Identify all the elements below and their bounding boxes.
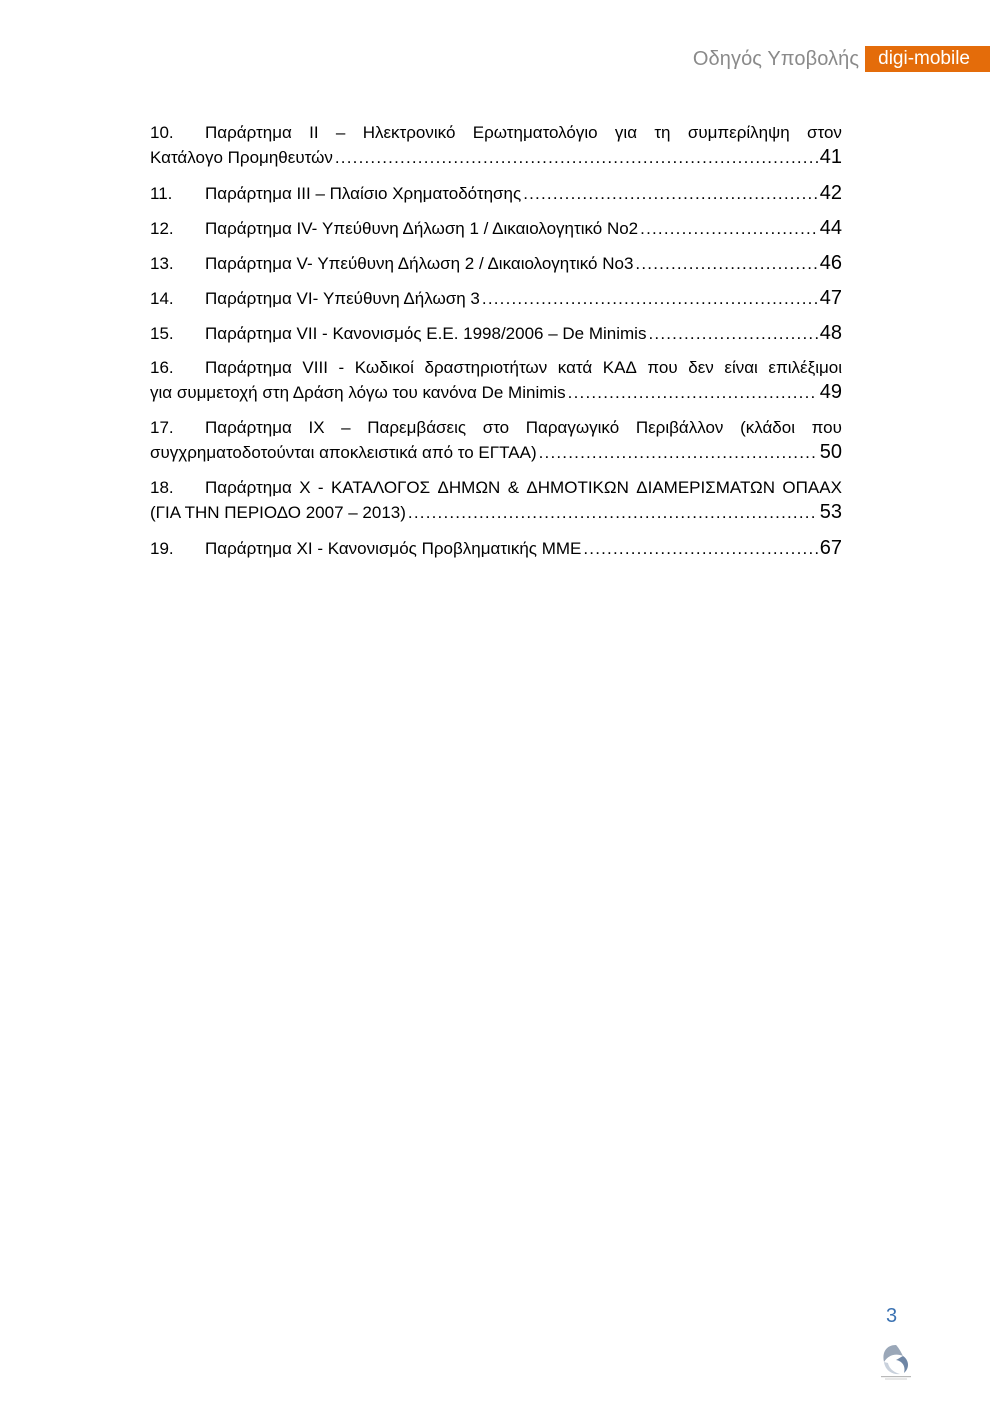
dot-leader [648, 322, 817, 346]
toc-entry-word: Παράρτημα [205, 123, 292, 142]
toc-entry-word: & [507, 478, 520, 497]
toc-entry-word: για [614, 123, 638, 142]
toc-entry[interactable] [150, 536, 842, 560]
toc-entry-word: στον [807, 123, 842, 142]
toc-entry[interactable] [150, 251, 842, 275]
toc-entry-word: είναι [724, 358, 758, 377]
toc-entry-title-line1 [205, 356, 842, 380]
toc-entry-page: 48 [819, 322, 842, 344]
toc-entry-word: VIII [302, 358, 328, 377]
toc-entry-word: ΚΑΤΑΛΟΓΟΣ [330, 478, 431, 497]
toc-entry-number: 15. [150, 324, 174, 343]
toc-entry[interactable] [150, 356, 842, 405]
toc-entry[interactable] [150, 321, 842, 345]
toc-entry-word: κατά [557, 358, 593, 377]
toc-entry-word: ΔΗΜΩΝ [437, 478, 501, 497]
toc-entry-word: Παράρτημα [205, 478, 292, 497]
toc-entry-number: 14. [150, 289, 174, 308]
toc-entry-word: που [811, 418, 842, 437]
toc-entry-title-line2: για συμμετοχή στη Δράση λόγω του κανόνα De Minimis [150, 383, 566, 402]
toc-entry-word: - [338, 358, 345, 377]
toc-entry-page: 50 [819, 441, 842, 463]
toc-entry-word: ΔΙΑΜΕΡΙΣΜΑΤΩΝ [636, 478, 776, 497]
toc-entry-word: Περιβάλλον [635, 418, 724, 437]
header-badge: digi-mobile [865, 46, 990, 72]
toc-entry-page: 49 [819, 381, 842, 403]
toc-entry-title-line2: (ΓΙΑ ΤΗΝ ΠΕΡΙΟΔΟ 2007 – 2013) [150, 503, 406, 522]
toc-entry-word: δραστηριοτήτων [424, 358, 548, 377]
toc-entry-title: Παράρτημα IV- Υπεύθυνη Δήλωση 1 / Δικαιολογητικό Νο2 [205, 219, 639, 238]
toc-entry-word: δεν [688, 358, 714, 377]
toc-entry-number: 13. [150, 254, 174, 273]
toc-entry-title-line1 [205, 121, 842, 145]
dot-leader [568, 381, 818, 405]
toc-entry-word: ΙΙ [309, 123, 319, 142]
toc-entry-page: 41 [819, 146, 842, 168]
toc-entry[interactable] [150, 286, 842, 310]
toc-entry[interactable] [150, 181, 842, 205]
toc-entry-word: συμπερίληψη [687, 123, 790, 142]
toc-entry-word: Κωδικοί [354, 358, 414, 377]
toc-entry-number: 19. [150, 539, 174, 558]
toc-entry-number: 10. [150, 123, 174, 142]
toc-entry-title-line2: συγχρηματοδοτούνται αποκλειστικά από το ΕΓΤΑΑ) [150, 443, 537, 462]
toc-entry-word: Ηλεκτρονικό [362, 123, 456, 142]
toc-entry-number: 18. [150, 478, 174, 497]
toc-entry-page: 47 [819, 287, 842, 309]
toc-entry-page: 53 [819, 501, 842, 523]
toc-entry-title: Παράρτημα V- Υπεύθυνη Δήλωση 2 / Δικαιολογητικό Νο3 [205, 254, 634, 273]
toc-entry-word: IX [308, 418, 325, 437]
toc-entry-title: Παράρτημα VII - Κανονισμός Ε.Ε. 1998/2006 – De Minimis [205, 324, 647, 343]
toc-entry-word: (κλάδοι [740, 418, 796, 437]
header-title: Οδηγός Υποβολής [692, 47, 860, 70]
page-number: 3 [886, 1305, 898, 1327]
toc-entry-page: 46 [819, 252, 842, 274]
toc-entry-number: 16. [150, 358, 174, 377]
toc-entry-word: ΚΑΔ [602, 358, 637, 377]
page-header [693, 46, 990, 72]
toc-entry-word: στο [482, 418, 510, 437]
toc-entry-title: Παράρτημα VI- Υπεύθυνη Δήλωση 3 [205, 289, 480, 308]
toc-entry-word: – [335, 123, 346, 142]
toc-entry-title-line1 [205, 416, 842, 440]
dot-leader [335, 146, 818, 170]
toc-entry-word: – [341, 418, 351, 437]
toc-entry-word: Παρεμβάσεις [367, 418, 467, 437]
toc-entry-word: ΔΗΜΟΤΙΚΩΝ [526, 478, 629, 497]
toc-entry-word: που [647, 358, 678, 377]
dot-leader [640, 217, 818, 241]
toc-entry-number: 17. [150, 418, 174, 437]
toc-entry-number: 12. [150, 219, 174, 238]
toc-entry-title-line2: Κατάλογο Προμηθευτών [150, 148, 333, 167]
emblem-logo-icon [876, 1342, 916, 1382]
toc-entry-word: τη [654, 123, 671, 142]
toc-entry-page: 42 [819, 182, 842, 204]
dot-leader [482, 287, 818, 311]
toc-entry[interactable] [150, 476, 842, 525]
dot-leader [539, 441, 818, 465]
dot-leader [523, 182, 818, 206]
toc-entry-word: Παράρτημα [205, 358, 292, 377]
toc-entry-word: - [317, 478, 324, 497]
toc-entry-word: X [299, 478, 311, 497]
toc-entry-title-line1 [205, 476, 842, 500]
toc-entry-word: Παράρτημα [205, 418, 292, 437]
toc-entry-word: Ερωτηματολόγιο [472, 123, 598, 142]
toc-entry-title: Παράρτημα ΙΙΙ – Πλαίσιο Χρηματοδότησης [205, 184, 522, 203]
dot-leader [583, 537, 817, 561]
toc-entry-page: 67 [819, 537, 842, 559]
toc-entry-page: 44 [819, 217, 842, 239]
toc-entry-word: Παραγωγικό [525, 418, 620, 437]
toc-entry-title: Παράρτημα XI - Κανονισμός Προβληματικής ΜΜΕ [205, 539, 582, 558]
toc-entry-number: 11. [150, 184, 173, 203]
toc-entry-word: ΟΠΑΑΧ [782, 478, 842, 497]
dot-leader [635, 252, 817, 276]
dot-leader [408, 501, 818, 525]
toc-entry-word: επιλέξιμοι [768, 358, 842, 377]
toc-entry[interactable] [150, 416, 842, 465]
toc-entry[interactable] [150, 216, 842, 240]
toc-entry[interactable] [150, 121, 842, 170]
table-of-contents [150, 121, 842, 571]
